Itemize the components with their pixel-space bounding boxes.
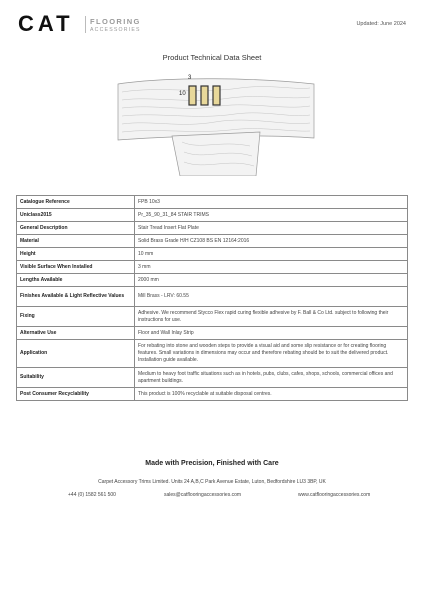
table-row: [17, 307, 408, 327]
footer-website[interactable]: www.catflooringaccessories.com: [298, 492, 371, 498]
logo-accessories: ACCESSORIES: [90, 27, 141, 33]
table-row: [17, 274, 408, 287]
table-row: [17, 222, 408, 235]
table-row: [17, 388, 408, 401]
row-value: Stair Tread Insert Flat Plate: [135, 222, 408, 235]
table-row: [17, 209, 408, 222]
footer-tagline: Made with Precision, Finished with Care: [145, 460, 279, 467]
row-label: Height: [17, 248, 135, 261]
logo-cat: CAT: [18, 11, 74, 36]
dim-width-label: 3: [188, 75, 192, 81]
brass-strip-1: [189, 86, 196, 105]
row-value: This product is 100% recyclable at suitable disposal centres.: [135, 388, 408, 401]
product-drawing: [110, 70, 320, 176]
row-value: 3 mm: [135, 261, 408, 274]
footer-phone[interactable]: +44 (0) 1582 561 500: [68, 492, 116, 498]
dim-height-label: 10: [179, 91, 186, 97]
logo-divider: [85, 16, 86, 33]
updated-date: Updated: June 2024: [356, 21, 406, 27]
row-label: Post Consumer Recyclability: [17, 388, 135, 401]
logo-flooring: FLOORING: [90, 17, 141, 26]
table-row: [17, 261, 408, 274]
page-title: Product Technical Data Sheet: [162, 53, 262, 62]
table-row: [17, 368, 408, 388]
row-value: 2000 mm: [135, 274, 408, 287]
table-row: [17, 248, 408, 261]
table-row: [17, 196, 408, 209]
row-label: Catalogue Reference: [17, 196, 135, 209]
row-label: Lengths Available: [17, 274, 135, 287]
row-label: Material: [17, 235, 135, 248]
row-label: Alternative Use: [17, 327, 135, 340]
spec-table: [16, 195, 408, 401]
row-label: Finishes Available & Light Reflective Values: [17, 287, 135, 307]
row-label: General Description: [17, 222, 135, 235]
row-label: Suitability: [17, 368, 135, 388]
row-label: Application: [17, 340, 135, 368]
row-value: Mill Brass - LRV: 60.55: [135, 287, 408, 307]
table-row: [17, 235, 408, 248]
row-value: For rebating into stone and wooden steps to provide a visual aid and some slip resistance or for creating flooring features. Small variations in dimensions may occur and therefore rebating should be to suit the delivered product. Installation guide available.: [135, 340, 408, 368]
row-value: Pr_35_90_31_84 STAIR TRIMS: [135, 209, 408, 222]
brass-strip-2: [201, 86, 208, 105]
table-row: [17, 340, 408, 368]
row-value: Adhesive. We recommend Stycco Flex rapid curing flexible adhesive by F. Ball & Co Ltd. subject to following their instructions for use.: [135, 307, 408, 327]
brass-strip-3: [213, 86, 220, 105]
table-row: [17, 327, 408, 340]
footer-address: Carpet Accessory Trims Limited. Units 24 A,B,C Park Avenue Estate, Luton, Bedfordshire LU3 3BP, UK: [98, 479, 326, 485]
row-label: Fixing: [17, 307, 135, 327]
row-value: Solid Brass Grade H/H CZ108 BS EN 12164:2016: [135, 235, 408, 248]
row-value: 10 mm: [135, 248, 408, 261]
footer-email[interactable]: sales@catflooringaccessories.com: [164, 492, 242, 498]
row-value: FPB 10x3: [135, 196, 408, 209]
table-row: [17, 287, 408, 307]
row-label: Visible Surface When Installed: [17, 261, 135, 274]
header: [0, 0, 424, 40]
row-label: Uniclass2015: [17, 209, 135, 222]
row-value: Medium to heavy foot traffic situations such as in hotels, pubs, clubs, cafes, shops, schools, commercial offices and apartment buildings.: [135, 368, 408, 388]
row-value: Floor and Wall Inlay Strip: [135, 327, 408, 340]
